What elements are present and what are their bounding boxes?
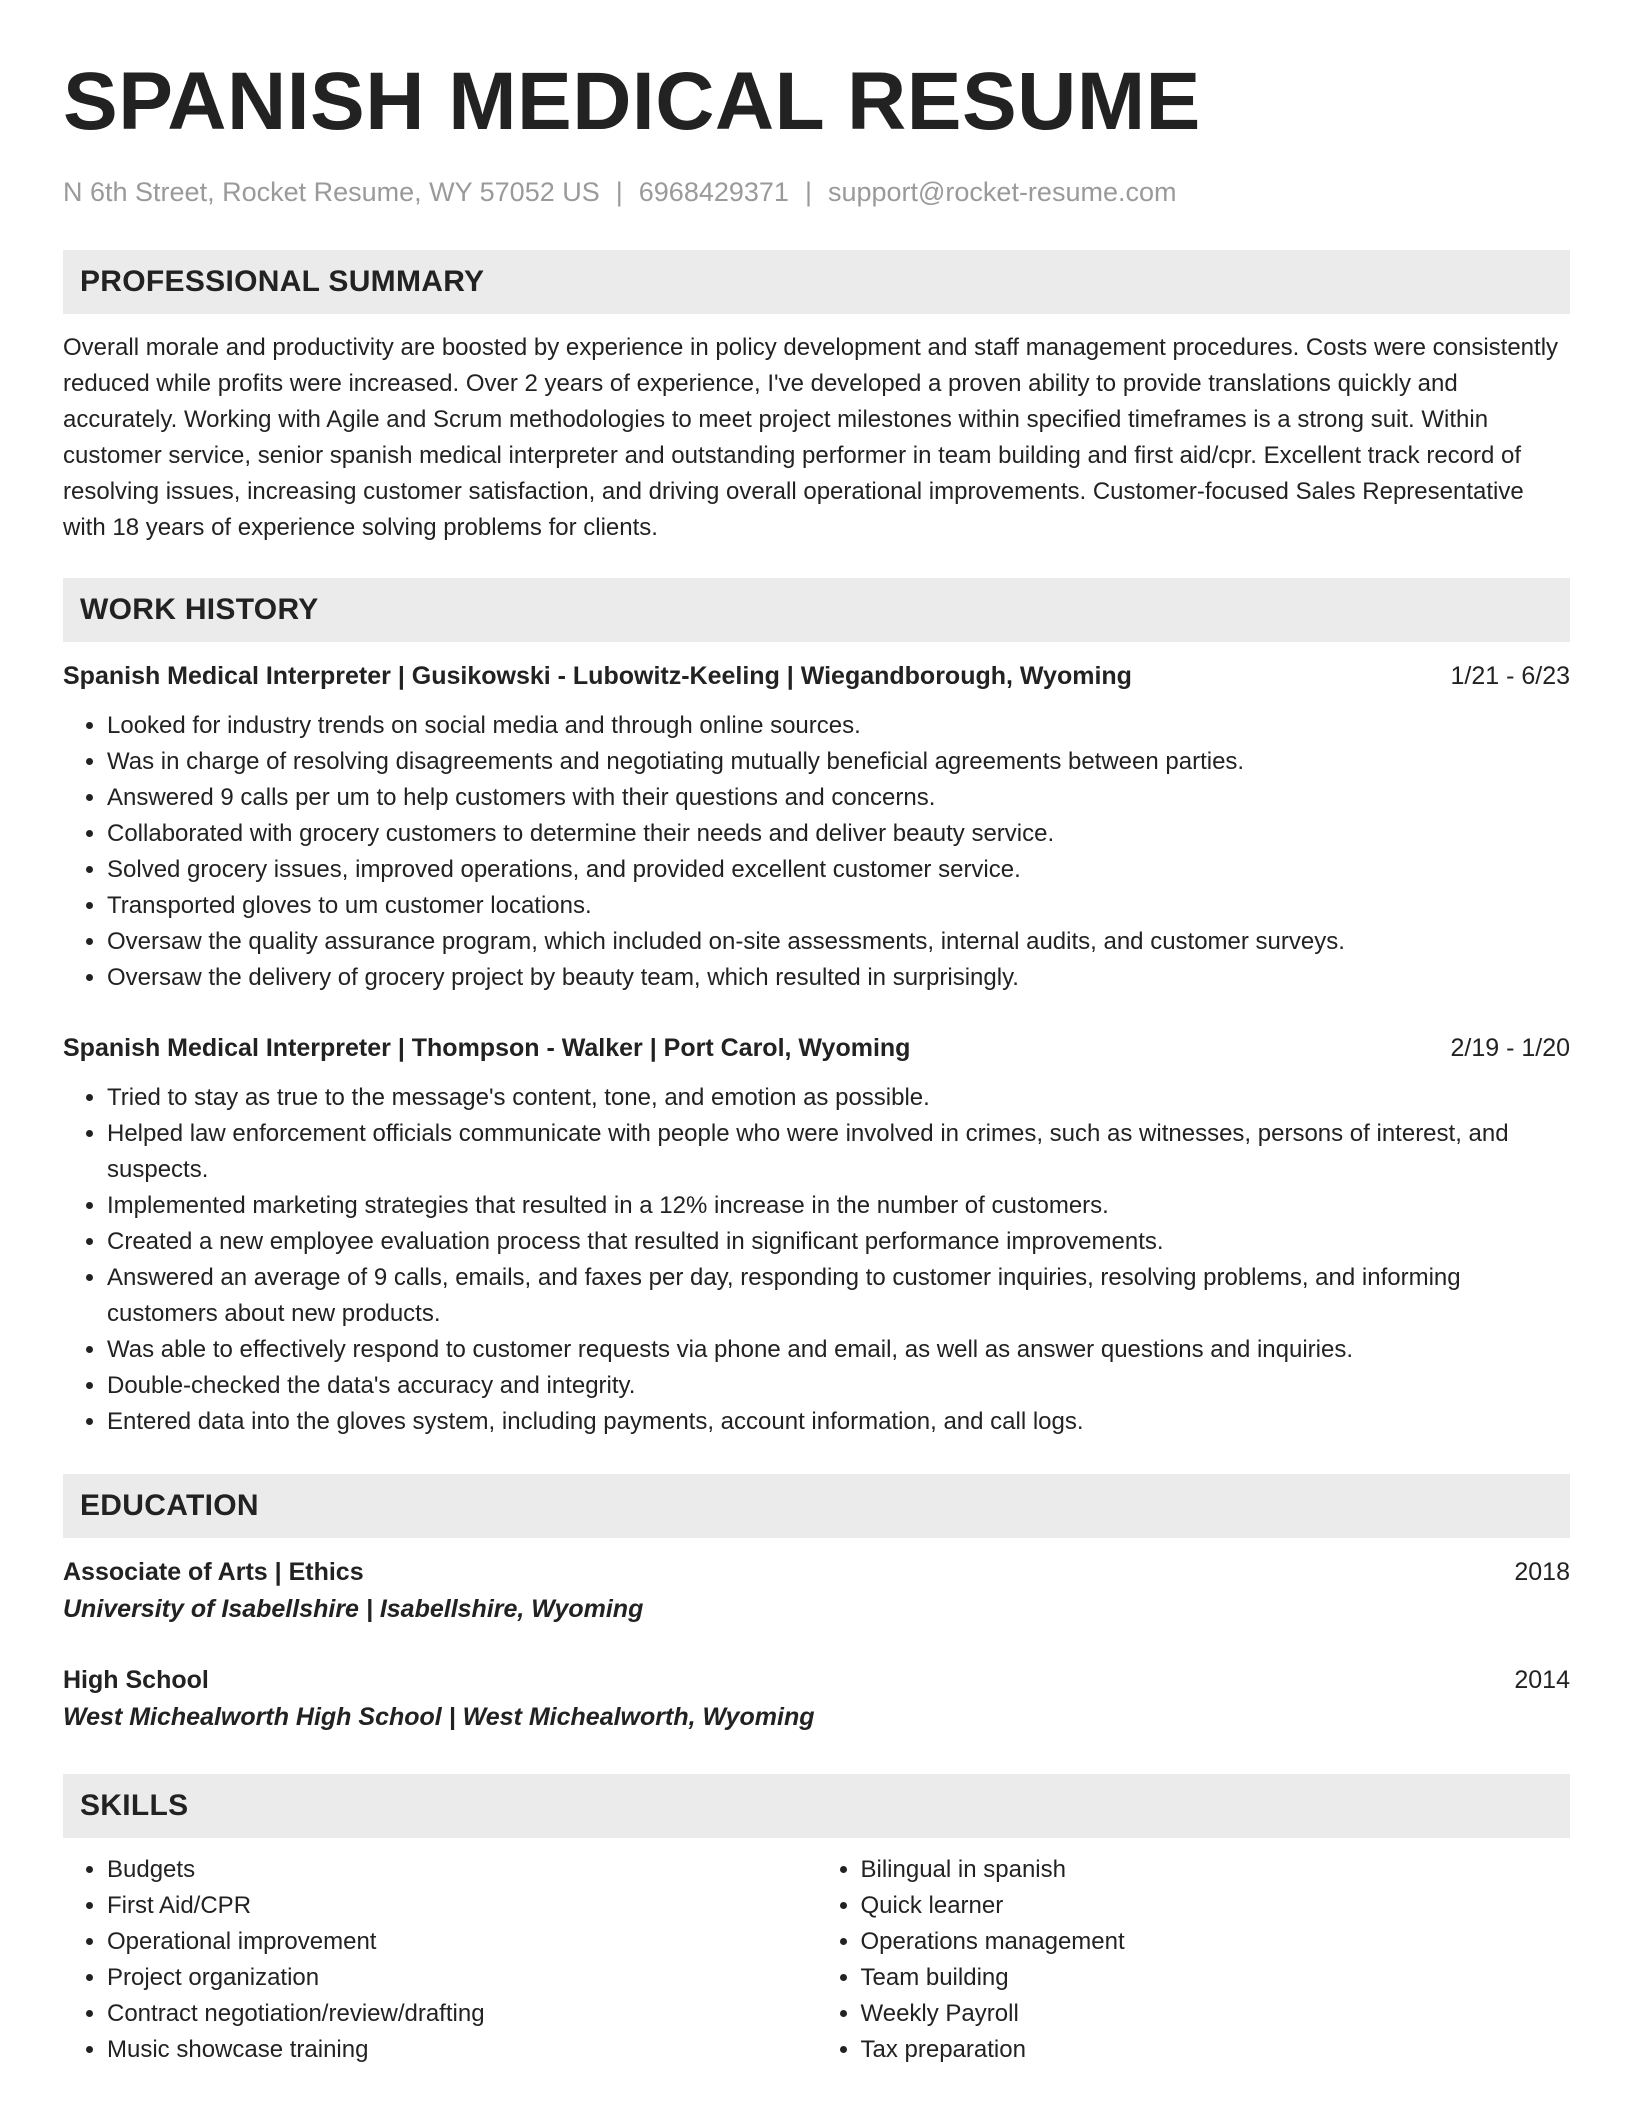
skill-item: • Weekly Payroll bbox=[861, 1996, 1571, 2032]
job-header bbox=[63, 1030, 1570, 1066]
job-bullet: • Collaborated with grocery customers to determine their needs and deliver beauty service. bbox=[107, 816, 1570, 852]
education-school: University of Isabellshire | Isabellshire, Wyoming bbox=[63, 1595, 644, 1623]
summary-text: Overall morale and productivity are boosted by experience in policy development and staff management procedures. Costs were consistently reduced while profits were increased. Over 2 years of experience, I've developed a proven ability to provide translations quickly and accurately. Working with Agile and Scrum methodologies to meet project milestones within specified timeframes is a strong suit. Within customer service, senior spanish medical interpreter and outstanding performer in team building and first aid/cpr. Excellent track record of resolving issues, increasing customer satisfaction, and driving overall operational improvements. Customer-focused Sales Representative with 18 years of experience solving problems for clients. bbox=[63, 334, 1559, 541]
job-bullet: • Answered 9 calls per um to help customers with their questions and concerns. bbox=[107, 780, 1570, 816]
job-bullet: • Was in charge of resolving disagreements and negotiating mutually beneficial agreements between parties. bbox=[107, 744, 1570, 780]
job-bullet: • Oversaw the quality assurance program, which included on-site assessments, internal audits, and customer surveys. bbox=[107, 924, 1570, 960]
skills-list-left bbox=[63, 1852, 817, 2068]
job-entry bbox=[63, 658, 1570, 996]
job-bullet: • Solved grocery issues, improved operations, and provided excellent customer service. bbox=[107, 852, 1570, 888]
skill-item: • First Aid/CPR bbox=[107, 1888, 817, 1924]
education-date: 2018 bbox=[1514, 1558, 1570, 1586]
job-bullet: • Double-checked the data's accuracy and integrity. bbox=[107, 1368, 1570, 1404]
section-heading-skills: SKILLS bbox=[63, 1774, 1570, 1838]
job-title: Spanish Medical Interpreter | Thompson - Walker | Port Carol, Wyoming bbox=[63, 1034, 911, 1062]
skill-item: • Project organization bbox=[107, 1960, 817, 1996]
education-date: 2014 bbox=[1514, 1666, 1570, 1694]
contact-line bbox=[63, 174, 1570, 210]
skill-item: • Bilingual in spanish bbox=[861, 1852, 1571, 1888]
job-date: 1/21 - 6/23 bbox=[1450, 662, 1570, 690]
education-section bbox=[63, 1474, 1570, 1736]
contact-phone: 6968429371 bbox=[638, 177, 789, 207]
work-history-section bbox=[63, 578, 1570, 1440]
skills-columns bbox=[63, 1852, 1570, 2068]
skill-item: • Team building bbox=[861, 1960, 1571, 1996]
job-date: 2/19 - 1/20 bbox=[1450, 1034, 1570, 1062]
skill-item: • Operational improvement bbox=[107, 1924, 817, 1960]
education-entry bbox=[63, 1662, 1570, 1736]
job-entry bbox=[63, 1030, 1570, 1440]
resume-title: SPANISH MEDICAL RESUME bbox=[63, 56, 1201, 147]
section-heading-summary: PROFESSIONAL SUMMARY bbox=[63, 250, 1570, 314]
education-header bbox=[63, 1554, 1570, 1590]
education-school: West Michealworth High School | West Michealworth, Wyoming bbox=[63, 1703, 815, 1731]
job-bullet: • Answered an average of 9 calls, emails, and faxes per day, responding to customer inquiries, resolving problems, and informing customers about new products. bbox=[107, 1260, 1570, 1332]
job-bullet: • Created a new employee evaluation process that resulted in significant performance improvements. bbox=[107, 1224, 1570, 1260]
skills-section bbox=[63, 1774, 1570, 2068]
summary-section bbox=[63, 250, 1570, 546]
skills-list-right bbox=[817, 1852, 1571, 2068]
job-bullet: • Was able to effectively respond to customer requests via phone and email, as well as answer questions and inquiries. bbox=[107, 1332, 1570, 1368]
contact-address: N 6th Street, Rocket Resume, WY 57052 US bbox=[63, 177, 600, 207]
job-header bbox=[63, 658, 1570, 694]
skill-item: • Contract negotiation/review/drafting bbox=[107, 1996, 817, 2032]
job-bullet: • Entered data into the gloves system, including payments, account information, and call logs. bbox=[107, 1404, 1570, 1440]
education-entry bbox=[63, 1554, 1570, 1628]
skill-item: • Music showcase training bbox=[107, 2032, 817, 2068]
job-bullet: • Oversaw the delivery of grocery project by beauty team, which resulted in surprisingly. bbox=[107, 960, 1570, 996]
job-bullet: • Helped law enforcement officials communicate with people who were involved in crimes, such as witnesses, persons of interest, and suspects. bbox=[107, 1116, 1570, 1188]
job-bullets bbox=[63, 1080, 1570, 1440]
education-degree: Associate of Arts | Ethics bbox=[63, 1558, 364, 1586]
job-bullets bbox=[63, 708, 1570, 996]
job-bullet: • Looked for industry trends on social media and through online sources. bbox=[107, 708, 1570, 744]
skill-item: • Tax preparation bbox=[861, 2032, 1571, 2068]
contact-separator: | bbox=[615, 177, 623, 207]
job-bullet: • Tried to stay as true to the message's content, tone, and emotion as possible. bbox=[107, 1080, 1570, 1116]
skill-item: • Operations management bbox=[861, 1924, 1571, 1960]
skill-item: • Budgets bbox=[107, 1852, 817, 1888]
job-bullet: • Transported gloves to um customer locations. bbox=[107, 888, 1570, 924]
job-title: Spanish Medical Interpreter | Gusikowski - Lubowitz-Keeling | Wiegandborough, Wyoming bbox=[63, 662, 1132, 690]
section-heading-education: EDUCATION bbox=[63, 1474, 1570, 1538]
contact-separator: | bbox=[804, 177, 812, 207]
education-degree: High School bbox=[63, 1666, 209, 1694]
education-header bbox=[63, 1662, 1570, 1698]
section-heading-work-history: WORK HISTORY bbox=[63, 578, 1570, 642]
job-bullet: • Implemented marketing strategies that resulted in a 12% increase in the number of customers. bbox=[107, 1188, 1570, 1224]
skill-item: • Quick learner bbox=[861, 1888, 1571, 1924]
contact-email: support@rocket-resume.com bbox=[827, 177, 1177, 207]
